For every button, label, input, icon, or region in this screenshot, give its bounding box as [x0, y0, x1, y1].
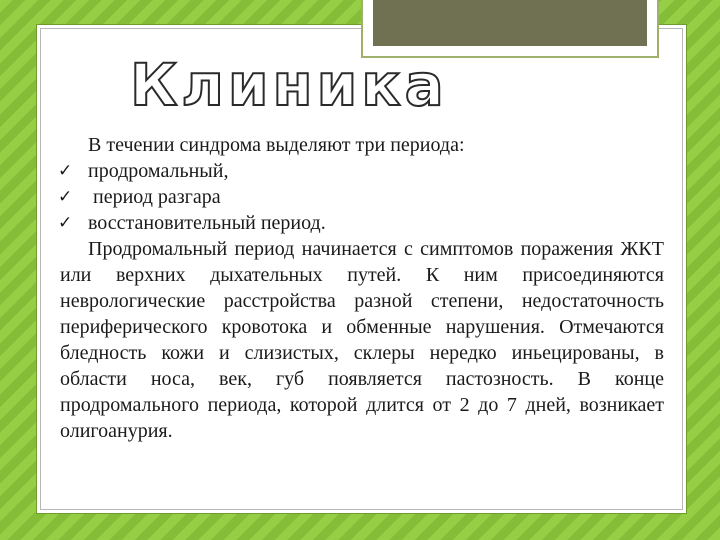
bullet-item [60, 210, 664, 236]
check-icon: ✓ [58, 187, 73, 207]
check-icon: ✓ [58, 161, 73, 181]
body-paragraph: Продромальный период начинается с симптомов поражения ЖКТ или верхних дыхательных путей. К ним присоединяются неврологические расстройства разной степени, недостаточность периферического кровотока и обменные нарушения. Отмечаются бледность кожи и слизистых, склеры нередко иньецированы, в области носа, век, губ появляется пастозность. В конце продромального периода, которой длится от 2 до 7 дней, возникает олигоанурия. [60, 238, 664, 442]
intro-text: В течении синдрома выделяют три периода: [88, 134, 465, 156]
bullet-text: восстановительный период. [88, 212, 326, 234]
check-icon: ✓ [58, 213, 73, 233]
bullet-text: продромальный, [88, 160, 229, 182]
bullet-text: период разгара [88, 186, 221, 208]
bullet-item [60, 184, 664, 210]
slide-content [60, 132, 664, 444]
bullet-item [60, 158, 664, 184]
title-decoration-fill [373, 0, 647, 46]
slide-title: Клиника [130, 51, 448, 119]
